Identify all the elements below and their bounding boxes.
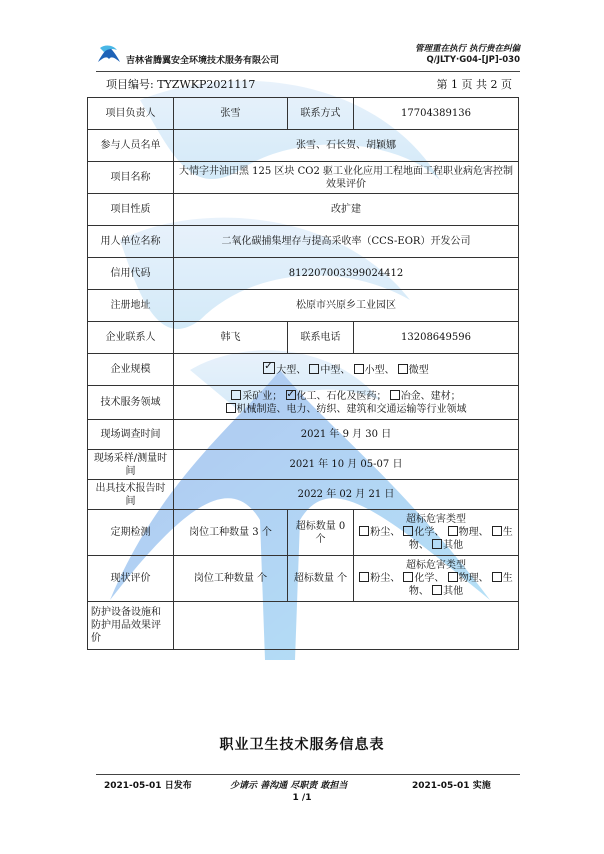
scale-option-label: 微型: [408, 365, 429, 376]
table-row: [88, 602, 519, 650]
enterprise-contact-label: 企业联系人: [88, 322, 174, 354]
table-row: [88, 98, 519, 130]
company-name: 吉林省腾翼安全环境技术服务有限公司: [126, 56, 280, 66]
page-indicator: 第 1 页 共 2 页: [436, 78, 512, 91]
periodic-exceed-value: 超标数量 0 个: [288, 510, 354, 556]
hazard-type-label: 超标危害类型: [406, 514, 466, 525]
header-divider: [96, 71, 520, 72]
report-time-label: 出具技术报告时间: [88, 480, 174, 510]
field-option-label: 采矿业；: [242, 390, 283, 402]
project-number: 项目编号: TYZWKP2021117: [106, 78, 256, 91]
table-row: [88, 556, 519, 602]
hazard-biological-checkbox[interactable]: [492, 572, 502, 582]
scale-medium-checkbox[interactable]: [309, 364, 319, 374]
employer-value: 二氧化碳捕集埋存与提高采收率（CCS-EOR）开发公司: [174, 226, 519, 258]
hazard-option-label: 粉尘、: [370, 573, 401, 584]
field-metallurgy-checkbox[interactable]: [390, 390, 400, 400]
hazard-type-label: 超标危害类型: [406, 560, 466, 571]
subheader: [96, 74, 520, 92]
hazard-option-label: 其他: [443, 586, 464, 597]
table-row: [88, 130, 519, 162]
contact-label: 联系方式: [288, 98, 354, 130]
table-row: [88, 386, 519, 420]
hazard-chemical-checkbox[interactable]: [403, 572, 413, 582]
document-code: Q/JLTY·G04-[JP]-030: [426, 55, 520, 65]
table-row: [88, 226, 519, 258]
hazard-option-label: 生: [502, 527, 513, 538]
field-machinery-checkbox[interactable]: [226, 403, 236, 413]
enterprise-contact-value: 韩飞: [174, 322, 288, 354]
status-posts-value: 岗位工种数量 个: [174, 556, 288, 602]
hazard-physical-checkbox[interactable]: [448, 526, 458, 536]
scale-label: 企业规模: [88, 354, 174, 386]
survey-time-label: 现场调查时间: [88, 420, 174, 450]
hazard-option-label: 化学、: [414, 527, 445, 538]
report-time-value: 2022 年 02 月 21 日: [174, 480, 519, 510]
table-row: [88, 510, 519, 556]
document-header: [96, 40, 520, 70]
project-lead-label: 项目负责人: [88, 98, 174, 130]
table-row: [88, 194, 519, 226]
employer-label: 用人单位名称: [88, 226, 174, 258]
credit-code-value: 812207003399024412: [174, 258, 519, 290]
table-row: [88, 258, 519, 290]
table-row: [88, 450, 519, 480]
project-name-value: 大情字井油田黑 125 区块 CO2 驱工业化应用工程地面工程职业病危害控制效果评价: [174, 162, 519, 194]
header-slogan: 管理重在执行 执行贵在纠偏: [415, 44, 520, 54]
effective-date: 2021-05-01 实施: [412, 781, 491, 791]
hazard-option-label: 化学、: [414, 573, 445, 584]
hazard-option-label: 物、: [408, 540, 429, 551]
phone-value: 13208649596: [354, 322, 519, 354]
table-row: [88, 354, 519, 386]
field-mining-checkbox[interactable]: [231, 390, 241, 400]
footer-motto: 少请示 善沟通 尽职责 敢担当: [230, 781, 348, 791]
nature-value: 改扩建: [174, 194, 519, 226]
company-logo-icon: [96, 40, 122, 66]
address-label: 注册地址: [88, 290, 174, 322]
address-value: 松原市兴原乡工业园区: [174, 290, 519, 322]
table-row: [88, 322, 519, 354]
nature-label: 项目性质: [88, 194, 174, 226]
project-lead-value: 张雪: [174, 98, 288, 130]
page-number: 1 /1: [292, 793, 312, 803]
periodic-hazard-types: [354, 510, 519, 556]
protection-eval-value: [174, 602, 519, 650]
table-row: [88, 162, 519, 194]
service-field-options: [174, 386, 519, 420]
scale-option-label: 中型、: [320, 365, 351, 376]
field-option-label: 冶金、建材；: [400, 390, 461, 402]
table-row: [88, 420, 519, 450]
credit-code-label: 信用代码: [88, 258, 174, 290]
scale-micro-checkbox[interactable]: [398, 364, 408, 374]
service-info-table: [87, 97, 519, 650]
status-hazard-types: [354, 556, 519, 602]
form-title: 职业卫生技术服务信息表: [219, 737, 385, 753]
hazard-option-label: 粉尘、: [370, 527, 401, 538]
phone-label: 联系电话: [288, 322, 354, 354]
hazard-biological-checkbox[interactable]: [492, 526, 502, 536]
status-eval-label: 现状评价: [88, 556, 174, 602]
periodic-posts-value: 岗位工种数量 3 个: [174, 510, 288, 556]
scale-options: [174, 354, 519, 386]
hazard-option-label: 生: [502, 573, 513, 584]
contact-value: 17704389136: [354, 98, 519, 130]
members-value: 张雪、石长贺、胡颖娜: [174, 130, 519, 162]
members-label: 参与人员名单: [88, 130, 174, 162]
hazard-other-checkbox[interactable]: [432, 539, 442, 549]
hazard-dust-checkbox[interactable]: [359, 526, 369, 536]
hazard-other-checkbox[interactable]: [432, 585, 442, 595]
scale-option-label: 小型、: [364, 365, 395, 376]
field-option-label: 化工、石化及医药；: [296, 390, 387, 402]
sampling-time-value: 2021 年 10 月 05-07 日: [174, 450, 519, 480]
hazard-option-label: 其他: [443, 540, 464, 551]
field-option-label: 机械制造、电力、纺织、建筑和交通运输等行业领域: [236, 403, 467, 415]
hazard-option-label: 物理、: [458, 527, 489, 538]
footer-divider: [96, 774, 520, 775]
hazard-option-label: 物理、: [458, 573, 489, 584]
hazard-chemical-checkbox[interactable]: [403, 526, 413, 536]
hazard-option-label: 物、: [408, 586, 429, 597]
scale-option-label: 大型、: [276, 365, 307, 376]
issue-date: 2021-05-01 日发布: [104, 781, 192, 791]
hazard-physical-checkbox[interactable]: [448, 572, 458, 582]
table-row: [88, 290, 519, 322]
service-field-label: 技术服务领域: [88, 386, 174, 420]
protection-eval-label: 防护设备设施和防护用品效果评价: [88, 602, 174, 650]
scale-small-checkbox[interactable]: [354, 364, 364, 374]
status-exceed-value: 超标数量 个: [288, 556, 354, 602]
field-chemical-checkbox[interactable]: [286, 390, 296, 400]
table-row: [88, 480, 519, 510]
sampling-time-label: 现场采样/测量时间: [88, 450, 174, 480]
scale-large-checkbox[interactable]: [263, 362, 275, 374]
project-name-label: 项目名称: [88, 162, 174, 194]
periodic-test-label: 定期检测: [88, 510, 174, 556]
hazard-dust-checkbox[interactable]: [359, 572, 369, 582]
survey-time-value: 2021 年 9 月 30 日: [174, 420, 519, 450]
